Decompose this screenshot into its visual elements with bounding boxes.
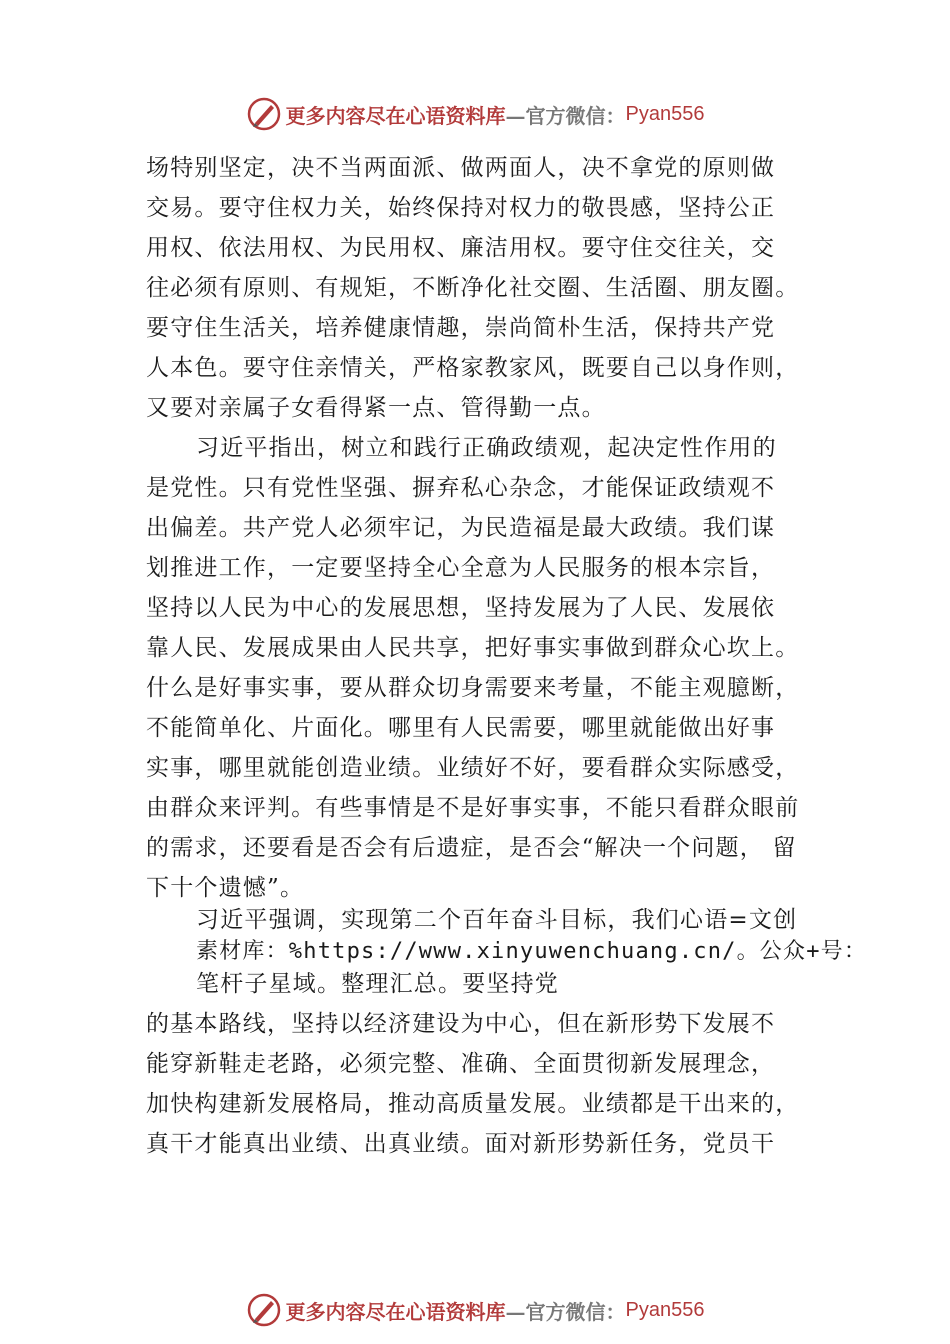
pen-logo-icon <box>246 96 282 132</box>
text-line: 出偏差。共产党人必须牢记，为民造福是最大政绩。我们谋 <box>146 515 776 541</box>
text-line: 的需求，还要看是否会有后遗症，是否会“解决一个问题， 留 <box>146 835 797 861</box>
footer-wechat-id: Pyan556 <box>625 1298 705 1321</box>
text-line: 又要对亲属子女看得紧一点、管得勤一点。 <box>146 395 606 421</box>
text-line: 能穿新鞋走老路，必须完整、准确、全面贯彻新发展理念， <box>146 1051 776 1077</box>
text-line: 的基本路线，坚持以经济建设为中心，但在新形势下发展不 <box>146 1011 776 1037</box>
paragraph-start-line: 习近平指出，树立和践行正确政绩观，起决定性作用的 <box>196 435 777 461</box>
text-line: 坚持以人民为中心的发展思想，坚持发展为了人民、发展依 <box>146 595 776 621</box>
text-line: 是党性。只有党性坚强、摒弃私心杂念，才能保证政绩观不 <box>146 475 776 501</box>
text-line: 要守住生活关，培养健康情趣，崇尚简朴生活，保持共产党 <box>146 315 776 341</box>
text-line: 场特别坚定，决不当两面派、做两面人，决不拿党的原则做 <box>146 155 776 181</box>
inserted-text-line: 笔杆子星域。整理汇总。要坚持党 <box>196 971 559 997</box>
inserted-url-line: 素材库：%https://www.xinyuwenchuang.cn/。公众+号： <box>196 939 868 964</box>
text-line: 往必须有原则、有规矩，不断净化社交圈、生活圈、朋友圈。 <box>146 275 800 301</box>
text-line: 由群众来评判。有些事情是不是好事实事，不能只看群众眼前 <box>146 795 800 821</box>
text-line: 下十个遗憾”。 <box>146 875 305 901</box>
text-line: 真干才能真出业绩、出真业绩。面对新形势新任务，党员干 <box>146 1131 776 1157</box>
footer-wechat-label: —官方微信： <box>505 1299 626 1324</box>
text-line: 加快构建新发展格局，推动高质量发展。业绩都是干出来的， <box>146 1091 800 1117</box>
pen-logo-icon <box>246 1292 282 1328</box>
text-line: 交易。要守住权力关，始终保持对权力的敬畏感，坚持公正 <box>146 195 776 221</box>
header-watermark <box>0 92 950 136</box>
text-line: 什么是好事实事，要从群众切身需要来考量，不能主观臆断， <box>146 675 800 701</box>
text-line: 靠人民、发展成果由人民共享，把好事实事做到群众心坎上。 <box>146 635 800 661</box>
header-wechat-id: Pyan556 <box>625 102 705 125</box>
text-line: 人本色。要守住亲情关，严格家教家风，既要自己以身作则， <box>146 355 800 381</box>
text-line: 用权、依法用权、为民用权、廉洁用权。要守住交往关，交 <box>146 235 776 261</box>
header-wechat-label: —官方微信： <box>505 103 626 128</box>
text-line: 划推进工作，一定要坚持全心全意为人民服务的根本宗旨， <box>146 555 776 581</box>
paragraph-start-line: 习近平强调，实现第二个百年奋斗目标，我们心语=文创 <box>196 907 798 933</box>
footer-watermark <box>0 1288 950 1332</box>
footer-brand-text: 更多内容尽在心语资料库 <box>285 1299 506 1324</box>
header-brand-text: 更多内容尽在心语资料库 <box>285 103 506 128</box>
text-line: 不能简单化、片面化。哪里有人民需要，哪里就能做出好事 <box>146 715 776 741</box>
text-line: 实事，哪里就能创造业绩。业绩好不好，要看群众实际感受， <box>146 755 800 781</box>
